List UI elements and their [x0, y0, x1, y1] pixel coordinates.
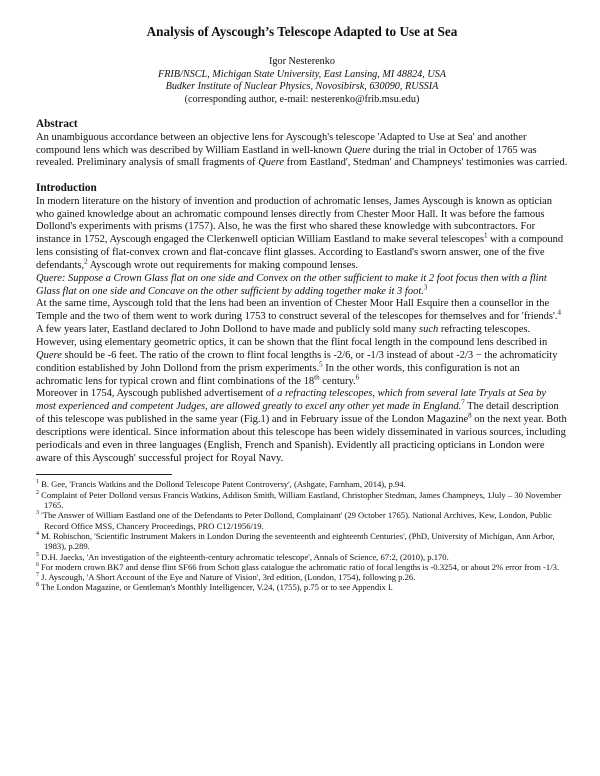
footnote-4: $^4$ M. Robischon, 'Scientific Instrument Makers in London During the seventeenth and eighteenth Centuries', (PhD, University of Michigan, Ann Arbor, 1983), p.289. [36, 530, 555, 552]
footnote-2: $^2$ Complaint of Peter Dollond versus Francis Watkins, Addison Smith, William Eastland, Christopher Stedman, James Champneys, 1July – 30 November 1765. [36, 489, 562, 511]
author-contact: (corresponding author, e-mail: nesterenko@frib.msu.edu) [184, 93, 420, 105]
intro-paragraph-1: In modern literature on the history of invention and production of achromatic lenses, James Ayscough is known as optician who gained knowledge about an achromatic compound lenses directly from Chester Moor Hall. It was before the famous Dollond's experiments with prisms (1757). Also, he was the first who shared these knowledge with subcontractors. For instance in 1752, Ayscough engaged the Clerkenwell optician William Eastland to make several telescopes$^1$ with a compound lens consisting of flat-convex crown and flat-concave flint glasses. According to Eastland's sworn answer, one of the five defendants,$^2$ Ayscough wrote out requirements for making compound lenses. [36, 195, 564, 271]
introduction-heading: Introduction [36, 182, 97, 195]
author-block [36, 56, 568, 106]
footnote-ref: 7 [461, 398, 465, 407]
footnote-6: $^6$ For modern crown BK7 and dense flint SF66 from Schott glass catalogue the achromatic ratio of focal lengths is -0.3254, or about 2% error from -1/3. [36, 561, 560, 572]
footnote-ref: 4 [557, 308, 561, 317]
quere-quote: Quere: Suppose a Crown Glass flat on one side and Convex on the other sufficient to make it 2 foot focus then with a flint Glass flat on one side and Concave on the other sufficient by adding together make it 3 foot.$^3$ [36, 272, 547, 297]
footnote-ref: 5 [319, 360, 323, 369]
intro-paragraph-4: Moreover in 1754, Ayscough published advertisement of a refracting telescopes, which from several late Tryals at Sea by most experienced and competent Judges, are allowed greatly to excel any other yet made in England.$^7$ The detail description of this telescope was published in the same year (Fig.1) and in February issue of the London Magazine$^8$ on the next year. Both descriptions were identical. Since information about this telescope has been widely disseminated in various sources, including periodicals and even in three languages (English, French and Spanish). Evidently all practicing opticians in London were aware of this Ayscough' successful project for Royal Navy. [36, 388, 567, 464]
footnote-ref: 2 [84, 257, 88, 266]
affiliation-2: Budker Institute of Nuclear Physics, Novosibirsk, 630090, RUSSIA [165, 81, 439, 93]
footnote-ref: 8 [468, 411, 472, 420]
footnote-1: $^1$ B. Gee, 'Francis Watkins and the Dollond Telescope Patent Controversy', (Ashgate, Farnham, 2014), p.94. [36, 479, 406, 490]
intro-paragraph-2: At the same time, Ayscough told that the lens had been an invention of Chester Moor Hall Esquire then a counsellor in the Temple and the two of them went to work during 1753 to construct several of the telescopes for themselves and for 'friends'.$^4$ A few years later, Eastland declared to John Dollond to have made and publicly sold many such refracting telescopes. [36, 298, 561, 336]
affiliation-1: FRIB/NSCL, Michigan State University, East Lansing, MI 48824, USA [157, 68, 447, 80]
paper-page [36, 24, 568, 593]
paper-title: Analysis of Ayscough’s Telescope Adapted to Use at Sea [146, 24, 458, 39]
author-name: Igor Nesterenko [269, 56, 335, 67]
footnotes [36, 479, 568, 592]
footnote-5: $^5$ D.H. Jaecks, 'An investigation of the eighteenth-century achromatic telescope', Annals of Science, 67:2, (2010), p.170. [36, 551, 449, 562]
footnote-ref: 3 [423, 283, 428, 292]
footnote-divider [36, 474, 172, 475]
footnote-7: $^7$ J. Ayscough, 'A Short Account of the Eye and Nature of Vision', 3rd edition, (London, 1754), following p.26. [36, 572, 416, 583]
footnote-8: $^8$ The London Magazine, or Gentleman's Monthly Intelligencer, V.24, (1755), p.75 or to see Appendix I. [36, 582, 393, 593]
footnote-ref: 6 [355, 373, 360, 382]
footnote-ref: 1 [484, 231, 488, 240]
abstract-heading: Abstract [36, 118, 78, 131]
footnote-3: $^3$ 'The Answer of William Eastland one of the Defendants to Peter Dollond, Complainant' (29 October 1765). National Archives, Kew, London, Public Record Office MSS, Chancery Proceedings, PRO C12/1956/19. [36, 510, 552, 531]
abstract-text: An unambiguous accordance between an objective lens for Ayscough's telescope 'Adapted to Use at Sea' and another compound lens which was described by William Eastland in well-known Quere during the trial in October of 1765 was revealed. Preliminary analysis of small fragments of Quere from Eastland', Stedman' and Champneys' testimonies was carried. [36, 131, 568, 169]
intro-paragraph-3: However, using elementary geometric optics, it can be shown that the flint focal length in the compound lens described in Quere should be -6 feet. The ratio of the crown to flint focal lengths is -2/6, or -1/3 instead of about -2/3 − the achromaticity condition established by John Dollond from the prism experiments.$^5$ In the other words, this configuration is not an achromatic lens for typical crown and flint combinations of the 18th century.$^6$ [36, 337, 558, 387]
